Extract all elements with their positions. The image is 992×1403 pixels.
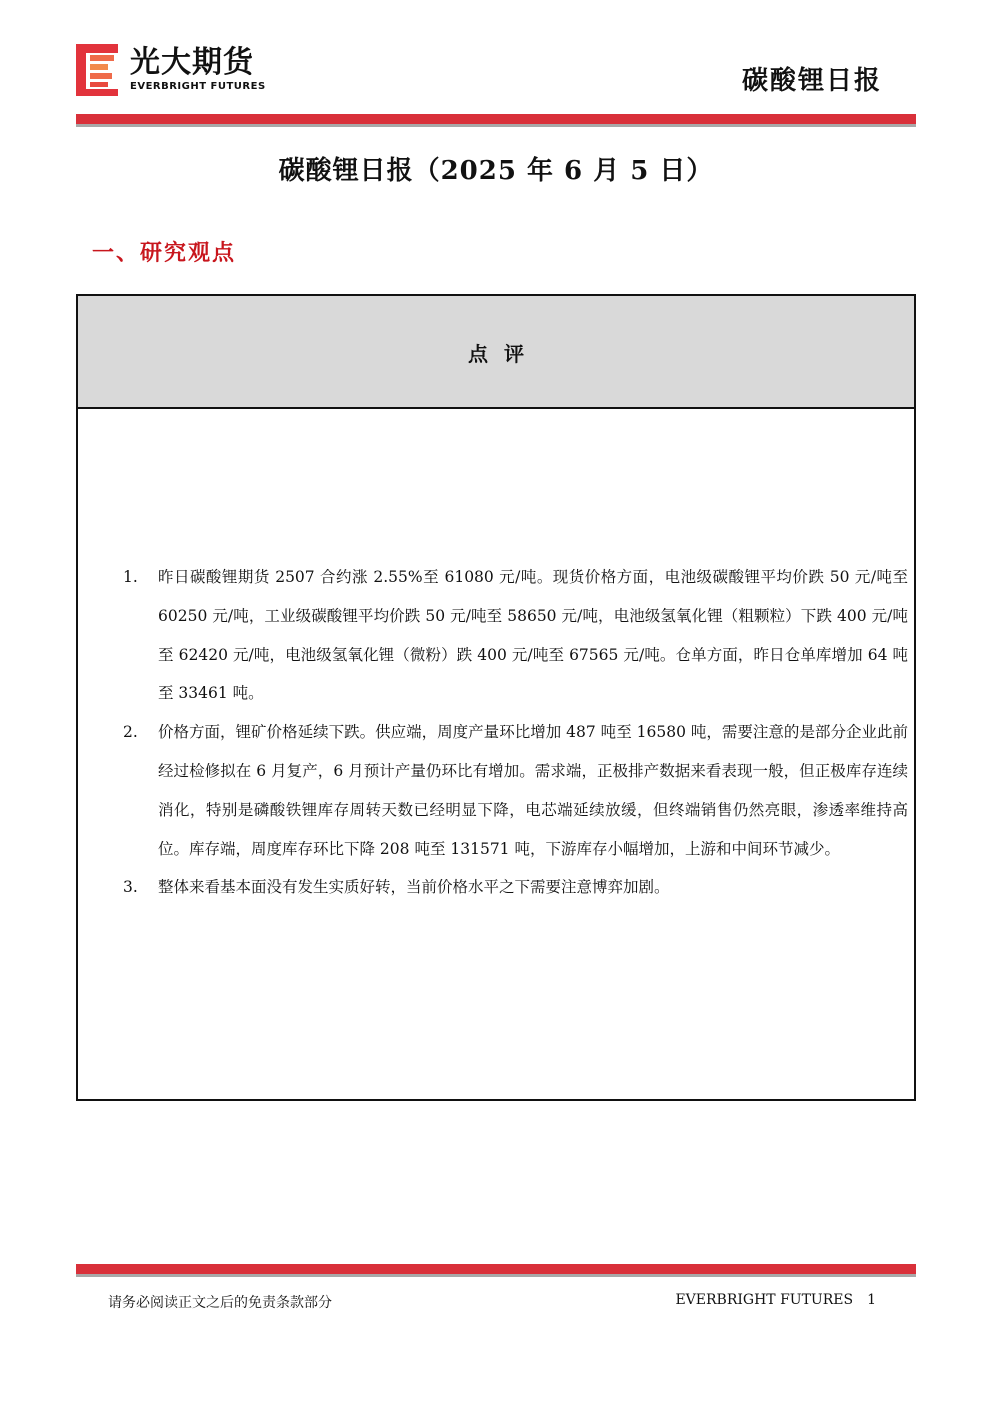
header-divider-shadow <box>76 124 916 127</box>
footer-brand-page <box>675 1292 876 1308</box>
everbright-logo-icon <box>76 44 118 96</box>
footer-disclaimer: 请务必阅读正文之后的免责条款部分 <box>108 1295 332 1311</box>
document-title: 碳酸锂日报（2025 年 6 月 5 日） <box>278 156 714 186</box>
logo-chinese-name: 光大期货 <box>130 45 254 80</box>
commentary-point <box>118 868 908 907</box>
point-text: 价格方面，锂矿价格延续下跌。供应端，周度产量环比增加 487 吨至 16580 吨，需要注意的是部分企业此前经过检修拟在 6 月复产，6 月预计产量仍环比有增加。需求端，正极排产数据来看表现一般，但正极库存连续消化，特别是磷酸铁锂库存周转天数已经明显下降，电芯端延续放缓，但终端销售仍然亮眼，渗透率维持高位。库存端，周度库存环比下降 208 吨至 131571 吨，下游库存小幅增加，上游和中间环节减少。 <box>158 723 908 858</box>
section-heading: 一、研究观点 <box>92 240 237 266</box>
commentary-box-header <box>78 296 914 409</box>
footer-brand: EVERBRIGHT FUTURES <box>675 1292 854 1308</box>
point-text: 整体来看基本面没有发生实质好转，当前价格水平之下需要注意博弈加剧。 <box>158 878 670 897</box>
company-logo <box>76 44 286 100</box>
commentary-box <box>76 294 916 1101</box>
commentary-point <box>118 558 908 713</box>
footer-divider-shadow <box>76 1274 916 1277</box>
commentary-list <box>118 558 908 907</box>
point-number: 1. <box>123 568 138 586</box>
point-number: 3. <box>123 878 138 897</box>
point-text: 昨日碳酸锂期货 2507 合约涨 2.55%至 61080 元/吨。现货价格方面，电池级碳酸锂平均价跌 50 元/吨至 60250 元/吨，工业级碳酸锂平均价跌 50 元/吨至 58650 元/吨，电池级氢氧化锂（粗颗粒）下跌 400 元/吨至 62420 元/吨，电池级氢氧化锂（微粉）跌 400 元/吨至 67565 元/吨。仓单方面，昨日仓单库增加 64 吨至 33461 吨。 <box>158 568 908 703</box>
page-number: 1 <box>867 1292 876 1308</box>
report-title: 碳酸锂日报 <box>741 66 882 96</box>
commentary-point <box>118 713 908 868</box>
header-divider <box>76 114 916 124</box>
logo-english-name: EVERBRIGHT FUTURES <box>130 81 266 92</box>
commentary-box-title: 点评 <box>468 342 540 366</box>
footer-divider <box>76 1264 916 1274</box>
point-number: 2. <box>123 723 138 742</box>
